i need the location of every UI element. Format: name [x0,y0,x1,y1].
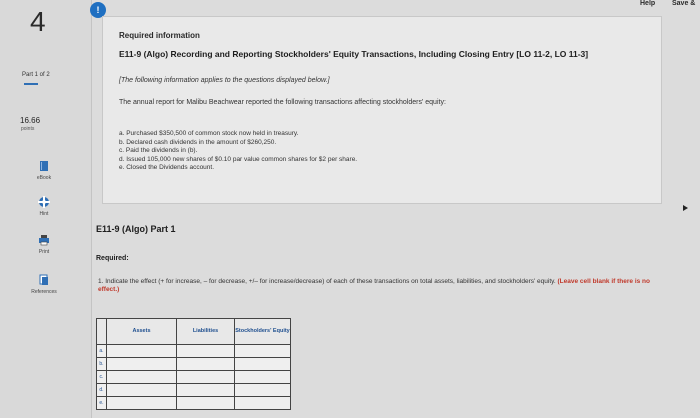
list-item: b. Declared cash dividends in the amount of $260,250. [119,138,277,146]
required-label: Required: [96,255,129,262]
instruction-main: 1. Indicate the effect (+ for increase, – for decrease, +/– for increase/decrease) of each of these transactions on total assets, liabilities, and stockholders' equity. [98,278,556,285]
effects-table [96,318,291,410]
ebook-label: eBook [36,175,52,181]
equity-input[interactable] [235,358,291,371]
table-row [97,384,291,397]
assets-input[interactable] [107,397,177,410]
question-number: 4 [30,6,46,37]
ebook-button[interactable] [22,160,66,181]
assets-input[interactable] [107,358,177,371]
book-icon [38,160,50,172]
liabilities-input[interactable] [177,371,235,384]
cursor-arrow-icon [683,205,688,211]
transaction-list [119,130,357,173]
header-liabilities: Liabilities [177,319,235,345]
assets-input[interactable] [107,384,177,397]
required-information-box [102,16,662,204]
points-label: points [21,126,35,132]
table-row [97,397,291,410]
assets-input[interactable] [107,345,177,358]
hint-button[interactable] [22,196,66,217]
references-icon [38,274,50,286]
list-item: e. Closed the Dividends account. [119,164,215,171]
table-row [97,371,291,384]
equity-input[interactable] [235,397,291,410]
liabilities-input[interactable] [177,384,235,397]
table-row [97,345,291,358]
list-item: d. Issued 105,000 new shares of $0.10 par value common shares for $2 per share. [119,155,358,163]
header-stockholders-equity: Stockholders' Equity [235,319,291,345]
sidebar [0,0,92,418]
equity-input[interactable] [235,371,291,384]
equity-input[interactable] [235,384,291,397]
exercise-title: E11-9 (Algo) Recording and Reporting Stockholders' Equity Transactions, Including Closing Entry [LO 11-2, LO 11-3] [119,49,589,59]
hint-label: Hint [39,211,49,217]
help-link[interactable]: Help [640,0,656,7]
save-link[interactable]: Save & [672,0,696,7]
instruction-note: (Leave cell blank if there is no effect.) [98,278,650,293]
corner-cell [97,319,107,345]
liabilities-input[interactable] [177,358,235,371]
lifebuoy-icon [38,196,50,208]
row-label: d. [97,384,107,397]
row-label: b. [97,358,107,371]
table-header-row [97,319,291,345]
equity-input[interactable] [235,345,291,358]
row-label: a. [97,345,107,358]
print-button[interactable] [22,234,66,255]
header-assets: Assets [107,319,177,345]
assets-input[interactable] [107,371,177,384]
references-label: References [31,289,57,295]
info-badge: ! [90,2,106,18]
references-button[interactable] [22,274,66,295]
info-note: [The following information applies to the questions displayed below.] [119,77,330,84]
row-label: c. [97,371,107,384]
row-label: e. [97,397,107,410]
info-intro: The annual report for Malibu Beachwear reported the following transactions affecting stockholders' equity: [119,99,446,106]
liabilities-input[interactable] [177,397,235,410]
instruction-text [98,278,658,294]
liabilities-input[interactable] [177,345,235,358]
list-item: c. Paid the dividends in (b). [119,147,198,154]
print-label: Print [38,249,50,255]
list-item: a. Purchased $350,500 of common stock now held in treasury. [119,130,299,137]
part-title: E11-9 (Algo) Part 1 [96,224,176,234]
part-indicator: Part 1 of 2 [22,72,50,78]
info-title: Required information [119,31,200,40]
printer-icon [38,234,50,246]
points-value: 16.66 [20,116,41,125]
table-row [97,358,291,371]
part-progress-bar [24,83,38,85]
